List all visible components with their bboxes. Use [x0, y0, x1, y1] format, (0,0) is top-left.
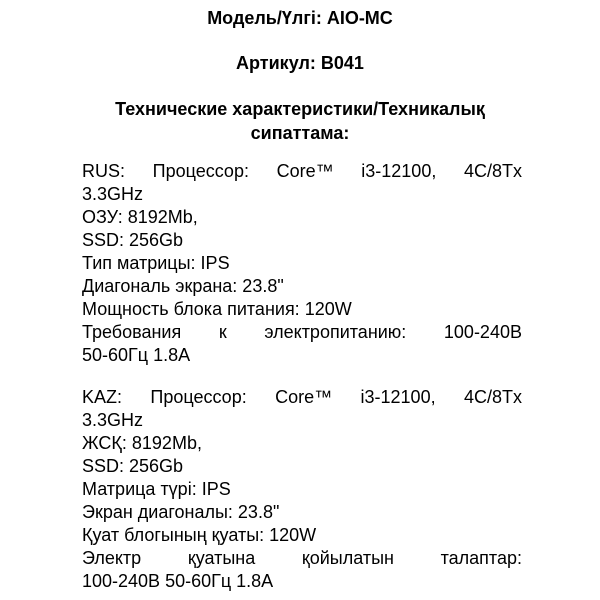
kaz-ram: ЖСҚ: 8192Mb,: [82, 433, 202, 453]
rus-specs-block: [82, 160, 522, 367]
rus-screen-diagonal: Диагональ экрана: 23.8": [82, 276, 284, 296]
model-title: Модель/Үлгі: AIO-MC: [207, 8, 393, 28]
kaz-power-values: 100-240В 50-60Гц 1.8А: [82, 571, 274, 591]
rus-ram: ОЗУ: 8192Mb,: [82, 207, 198, 227]
rus-matrix-type: Тип матрицы: IPS: [82, 253, 230, 273]
kaz-processor-frequency: 3.3GHz: [82, 410, 144, 430]
kaz-processor-line: [82, 386, 522, 409]
rus-processor-word: 4C/8Tx: [463, 161, 522, 181]
rus-processor-word: i3-12100,: [361, 161, 437, 181]
rus-power-supply: Мощность блока питания: 120W: [82, 299, 352, 319]
kaz-specs-block: [82, 386, 522, 593]
kaz-power-word: қойылатын: [301, 548, 394, 568]
article-title: Артикул: B041: [236, 53, 364, 73]
kaz-power-word: Электр: [82, 548, 142, 568]
rus-processor-line: [82, 160, 522, 183]
kaz-screen-diagonal: Экран диагоналы: 23.8": [82, 502, 280, 522]
rus-processor-frequency: 3.3GHz: [82, 184, 144, 204]
kaz-power-supply: Қуат блогының қуаты: 120W: [82, 525, 317, 545]
kaz-ssd: SSD: 256Gb: [82, 456, 184, 476]
rus-power-word: к: [218, 322, 227, 342]
specs-title-line-2: сипаттама:: [250, 123, 350, 143]
rus-power-frequency-current: 50-60Гц 1.8А: [82, 345, 191, 365]
kaz-processor-word: KAZ:: [82, 387, 123, 407]
rus-ssd: SSD: 256Gb: [82, 230, 184, 250]
rus-power-word: Требования: [82, 322, 182, 342]
kaz-processor-word: 4C/8Tx: [463, 387, 522, 407]
rus-processor-word: Core™: [276, 161, 334, 181]
rus-power-requirements-line: [82, 321, 522, 344]
kaz-processor-word: Core™: [275, 387, 333, 407]
kaz-power-requirements-line: [82, 547, 522, 570]
kaz-processor-word: i3-12100,: [360, 387, 436, 407]
kaz-matrix-type: Матрица түрі: IPS: [82, 479, 231, 499]
kaz-power-word: қуатына: [187, 548, 256, 568]
rus-power-word: 100-240В: [443, 322, 522, 342]
rus-power-word: электропитанию:: [264, 322, 407, 342]
rus-processor-word: RUS:: [82, 161, 126, 181]
kaz-power-word: талаптар:: [440, 548, 522, 568]
rus-processor-word: Процессор:: [152, 161, 249, 181]
specs-title-line-1: Технические характеристики/Техникалық: [115, 99, 485, 119]
kaz-processor-word: Процессор:: [150, 387, 247, 407]
